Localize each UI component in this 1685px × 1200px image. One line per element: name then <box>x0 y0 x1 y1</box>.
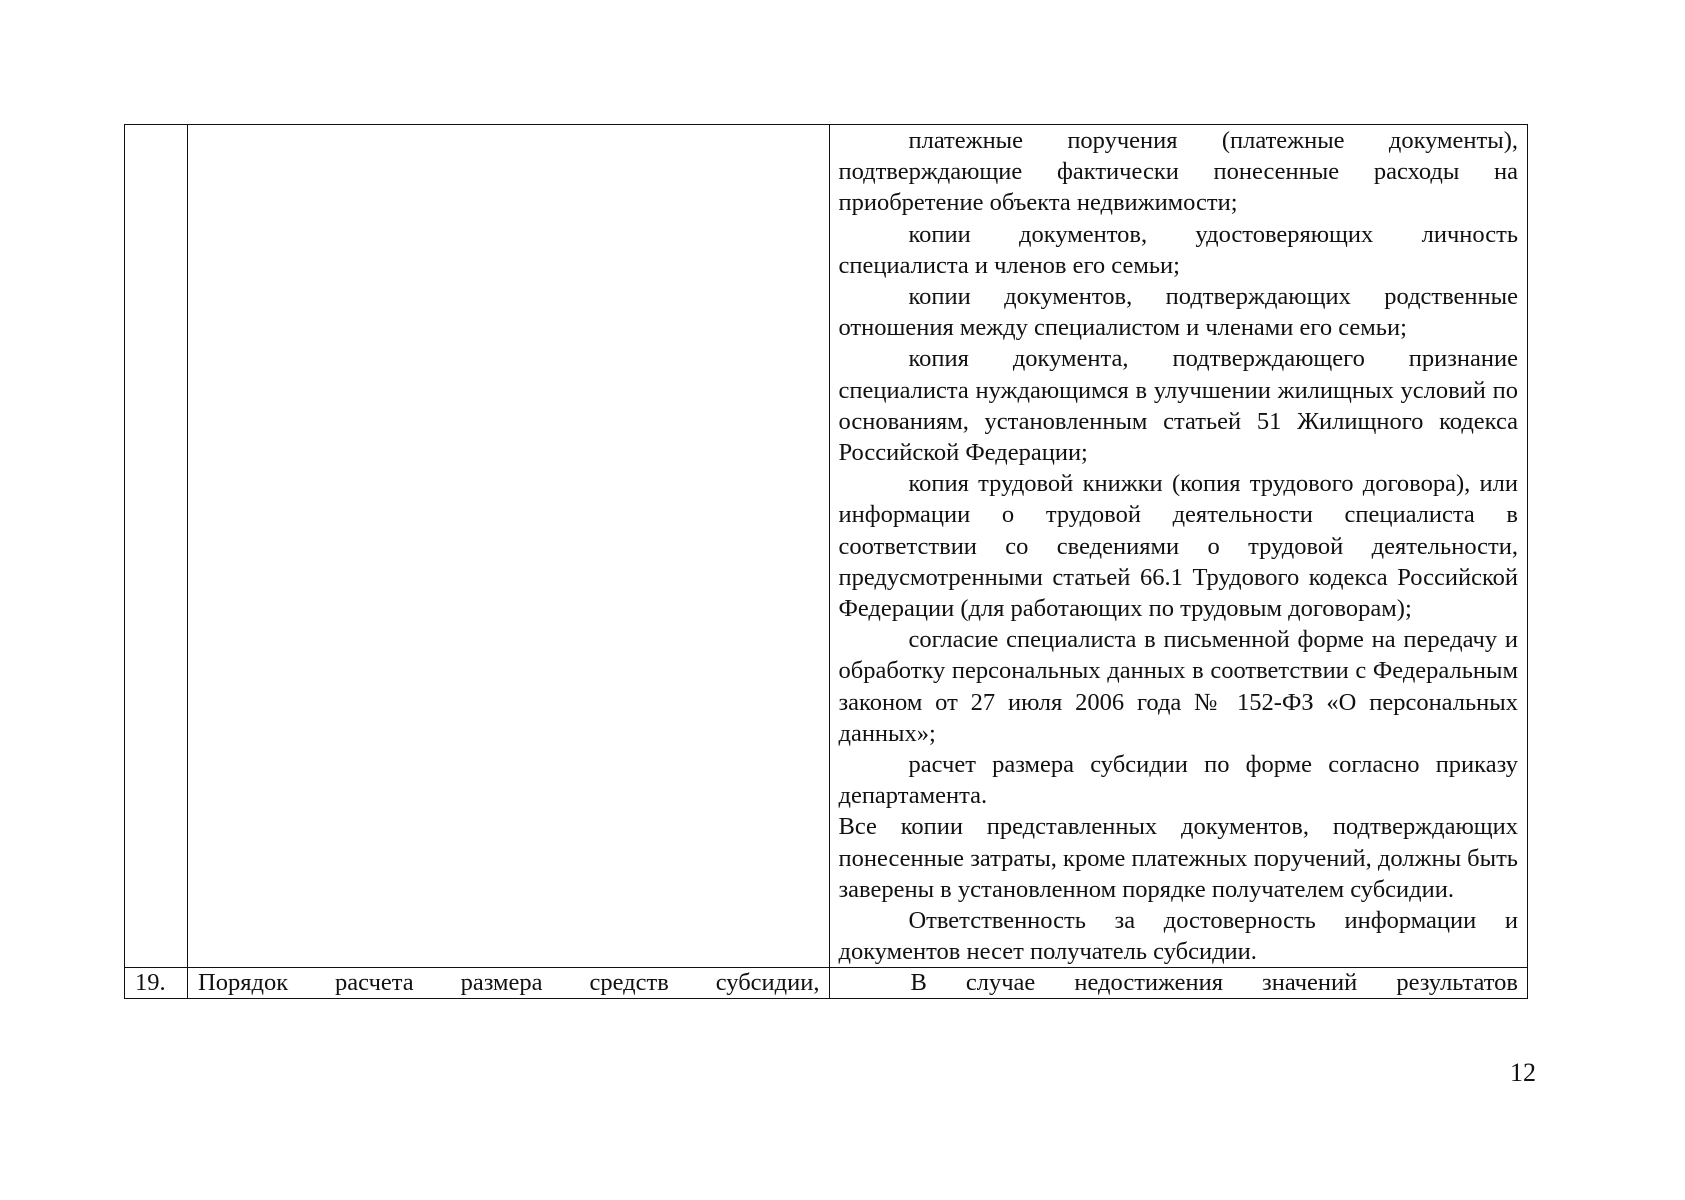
paragraph-certified-copies: Все копии представленных документов, подтверждающих понесенные затраты, кроме платежных поручений, должны быть заверены в установленном порядке получателем субсидии. <box>838 813 1518 903</box>
paragraph-kinship-documents: копии документов, подтверждающих родственные отношения между специалистом и членами его семьи; <box>838 283 1518 342</box>
table-row <box>125 125 1528 968</box>
paragraph-responsibility: Ответственность за достоверность информации и документов несет получатель субсидии. <box>838 907 1518 966</box>
row-description-cell <box>830 125 1528 968</box>
paragraph-identity-documents: копии документов, удостоверяющих личность специалиста и членов его семьи; <box>838 220 1518 279</box>
row-number-cell <box>125 125 188 968</box>
paragraph-subsidy-calculation: расчет размера субсидии по форме согласно приказу департамента. <box>838 751 1518 810</box>
row-description-text: В случае недостижения значений результатов <box>910 969 1518 997</box>
page-number: 12 <box>1510 1058 1536 1087</box>
row-number-cell: 19. <box>125 968 188 999</box>
paragraph-employment-record: копия трудовой книжки (копия трудового договора), или информации о трудовой деятельности специалиста в соответствии со сведениями о трудовой деятельности, предусмотренными статьей 66.1 Трудового кодекса Российской Федерации (для работающих по трудовым договорам); <box>838 470 1518 623</box>
row-description-cell <box>830 968 1528 999</box>
table-row <box>125 968 1528 999</box>
paragraph-payment-orders: платежные поручения (платежные документы), подтверждающие фактически понесенные расходы на приобретение объекта недвижимости; <box>838 127 1518 217</box>
row-name-cell <box>188 125 830 968</box>
paragraph-housing-need-document: копия документа, подтверждающего признание специалиста нуждающимся в улучшении жилищных условий по основаниям, установленным статьей 51 Жилищного кодекса Российской Федерации; <box>838 345 1518 467</box>
paragraph-personal-data-consent: согласие специалиста в письменной форме на передачу и обработку персональных данных в соответствии с Федеральным законом от 27 июля 2006 года № 152-ФЗ «О персональных данных»; <box>838 626 1518 747</box>
row-name-cell: Порядок расчета размера средств субсидии, <box>188 968 830 999</box>
document-table <box>124 124 1528 999</box>
